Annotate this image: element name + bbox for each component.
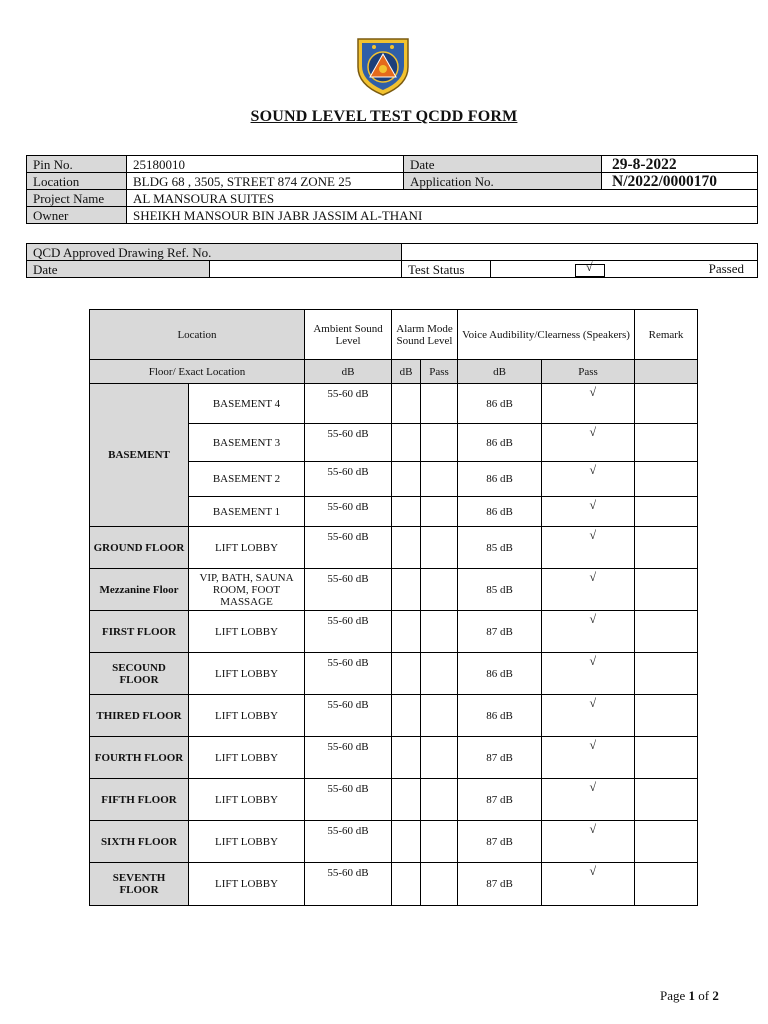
test-status-label: Test Status	[402, 261, 491, 278]
voice-db-header: dB	[458, 360, 542, 384]
row-voice-db: 86 dB	[458, 497, 542, 527]
row-ambient: 55-60 dB	[305, 821, 392, 863]
check-icon: √	[589, 385, 597, 399]
status-checkbox	[575, 259, 605, 277]
date-value: 29-8-2022	[602, 156, 758, 173]
project-value: AL MANSOURA SUITES	[127, 190, 758, 207]
row-alarm-db	[392, 611, 421, 653]
row-ambient: 55-60 dB	[305, 653, 392, 695]
check-icon: √	[589, 654, 597, 668]
row-voice-pass	[542, 611, 635, 653]
status-checkmark: √	[586, 259, 593, 274]
remark-header: Remark	[635, 310, 698, 360]
row-alarm-db	[392, 653, 421, 695]
qcd-date-value	[210, 261, 402, 278]
row-voice-pass	[542, 384, 635, 424]
row-location: BASEMENT 4	[189, 384, 305, 424]
project-info-table	[26, 155, 758, 224]
row-alarm-db	[392, 737, 421, 779]
row-location: LIFT LOBBY	[189, 821, 305, 863]
date-label: Date	[404, 156, 602, 173]
alarm-header: Alarm Mode Sound Level	[392, 310, 458, 360]
row-remark	[635, 569, 698, 611]
check-icon: √	[589, 696, 597, 710]
row-ambient: 55-60 dB	[305, 611, 392, 653]
voice-pass-header: Pass	[542, 360, 635, 384]
row-alarm-db	[392, 863, 421, 906]
row-voice-db: 86 dB	[458, 462, 542, 497]
row-location: LIFT LOBBY	[189, 737, 305, 779]
row-ambient: 55-60 dB	[305, 695, 392, 737]
location-row	[27, 173, 758, 190]
check-icon: √	[589, 528, 597, 542]
row-alarm-pass	[421, 821, 458, 863]
table-row	[90, 653, 698, 695]
row-location: LIFT LOBBY	[189, 653, 305, 695]
owner-value: SHEIKH MANSOUR BIN JABR JASSIM AL-THANI	[127, 207, 758, 224]
table-row	[90, 779, 698, 821]
row-alarm-db	[392, 527, 421, 569]
pin-row	[27, 156, 758, 173]
alarm-db-header: dB	[392, 360, 421, 384]
test-status-text: Passed	[708, 261, 744, 276]
row-alarm-pass	[421, 527, 458, 569]
remark-subheader	[635, 360, 698, 384]
application-label: Application No.	[404, 173, 602, 190]
row-voice-pass	[542, 569, 635, 611]
owner-row	[27, 207, 758, 224]
row-voice-db: 86 dB	[458, 384, 542, 424]
sound-level-table	[89, 309, 698, 906]
check-icon: √	[589, 780, 597, 794]
row-voice-db: 86 dB	[458, 695, 542, 737]
check-icon: √	[589, 612, 597, 626]
row-location: VIP, BATH, SAUNA ROOM, FOOT MASSAGE	[189, 569, 305, 611]
row-alarm-db	[392, 424, 421, 462]
row-alarm-db	[392, 779, 421, 821]
row-alarm-db	[392, 569, 421, 611]
row-remark	[635, 779, 698, 821]
row-floor: SECOUND FLOOR	[90, 653, 189, 695]
row-location: LIFT LOBBY	[189, 779, 305, 821]
table-row	[90, 527, 698, 569]
row-voice-db: 87 dB	[458, 611, 542, 653]
row-alarm-pass	[421, 462, 458, 497]
row-alarm-pass	[421, 569, 458, 611]
basement-group-label: BASEMENT	[90, 384, 189, 527]
row-floor: FIRST FLOOR	[90, 611, 189, 653]
ambient-db-header: dB	[305, 360, 392, 384]
row-floor: THIRED FLOOR	[90, 695, 189, 737]
page-number	[660, 988, 719, 1004]
project-row	[27, 190, 758, 207]
row-floor: FOURTH FLOOR	[90, 737, 189, 779]
table-row	[90, 611, 698, 653]
row-voice-db: 86 dB	[458, 653, 542, 695]
alarm-pass-header: Pass	[421, 360, 458, 384]
row-remark	[635, 821, 698, 863]
page-current: 1	[688, 988, 696, 1003]
table-row	[90, 737, 698, 779]
row-ambient: 55-60 dB	[305, 384, 392, 424]
row-remark	[635, 863, 698, 906]
voice-header: Voice Audibility/Clearness (Speakers)	[458, 310, 635, 360]
check-icon: √	[589, 570, 597, 584]
row-voice-pass	[542, 462, 635, 497]
row-voice-pass	[542, 737, 635, 779]
row-alarm-pass	[421, 695, 458, 737]
row-alarm-pass	[421, 653, 458, 695]
row-voice-pass	[542, 821, 635, 863]
row-floor: Mezzanine Floor	[90, 569, 189, 611]
row-voice-db: 87 dB	[458, 863, 542, 906]
row-floor: SIXTH FLOOR	[90, 821, 189, 863]
row-ambient: 55-60 dB	[305, 779, 392, 821]
check-icon: √	[589, 822, 597, 836]
pin-label: Pin No.	[27, 156, 127, 173]
row-alarm-db	[392, 462, 421, 497]
row-ambient: 55-60 dB	[305, 569, 392, 611]
row-voice-pass	[542, 695, 635, 737]
row-location: BASEMENT 3	[189, 424, 305, 462]
row-ambient: 55-60 dB	[305, 424, 392, 462]
row-remark	[635, 384, 698, 424]
table-row	[90, 821, 698, 863]
row-voice-db: 87 dB	[458, 779, 542, 821]
row-remark	[635, 653, 698, 695]
page-of: of	[698, 988, 710, 1003]
row-remark	[635, 611, 698, 653]
table-row	[90, 863, 698, 906]
row-remark	[635, 462, 698, 497]
row-voice-pass	[542, 527, 635, 569]
location-label: Location	[27, 173, 127, 190]
row-voice-pass	[542, 653, 635, 695]
row-ambient: 55-60 dB	[305, 497, 392, 527]
floor-exact-header: Floor/ Exact Location	[90, 360, 305, 384]
location-value: BLDG 68 , 3505, STREET 874 ZONE 25	[127, 173, 404, 190]
civil-defense-emblem-icon	[354, 33, 412, 97]
row-alarm-db	[392, 384, 421, 424]
row-location: LIFT LOBBY	[189, 611, 305, 653]
drawing-row	[27, 244, 758, 261]
row-voice-pass	[542, 497, 635, 527]
row-voice-pass	[542, 779, 635, 821]
row-remark	[635, 737, 698, 779]
page-total: 2	[712, 988, 719, 1003]
row-voice-pass	[542, 863, 635, 906]
ambient-header: Ambient Sound Level	[305, 310, 392, 360]
row-alarm-pass	[421, 497, 458, 527]
row-remark	[635, 424, 698, 462]
table-subheader-row	[90, 360, 698, 384]
drawing-ref-label: QCD Approved Drawing Ref. No.	[27, 244, 402, 261]
row-alarm-pass	[421, 384, 458, 424]
row-alarm-pass	[421, 737, 458, 779]
check-icon: √	[589, 738, 597, 752]
table-header-row	[90, 310, 698, 360]
owner-label: Owner	[27, 207, 127, 224]
test-status-value	[491, 261, 758, 278]
row-alarm-db	[392, 821, 421, 863]
row-ambient: 55-60 dB	[305, 737, 392, 779]
row-ambient: 55-60 dB	[305, 863, 392, 906]
check-icon: √	[589, 425, 597, 439]
row-ambient: 55-60 dB	[305, 462, 392, 497]
qcd-date-label: Date	[27, 261, 210, 278]
row-location: LIFT LOBBY	[189, 527, 305, 569]
row-remark	[635, 527, 698, 569]
row-alarm-pass	[421, 863, 458, 906]
row-location: LIFT LOBBY	[189, 695, 305, 737]
row-floor: FIFTH FLOOR	[90, 779, 189, 821]
table-row	[90, 695, 698, 737]
table-row	[90, 384, 698, 424]
row-remark	[635, 695, 698, 737]
status-row	[27, 261, 758, 278]
page-prefix: Page	[660, 988, 686, 1003]
table-row	[90, 569, 698, 611]
row-location: BASEMENT 2	[189, 462, 305, 497]
qcd-approval-table	[26, 243, 758, 278]
row-voice-db: 87 dB	[458, 737, 542, 779]
row-alarm-pass	[421, 611, 458, 653]
row-voice-db: 86 dB	[458, 424, 542, 462]
row-alarm-db	[392, 695, 421, 737]
row-alarm-db	[392, 497, 421, 527]
drawing-ref-value	[402, 244, 758, 261]
location-header: Location	[90, 310, 305, 360]
project-label: Project Name	[27, 190, 127, 207]
check-icon: √	[589, 498, 597, 512]
application-value: N/2022/0000170	[602, 173, 758, 190]
row-alarm-pass	[421, 424, 458, 462]
row-remark	[635, 497, 698, 527]
row-voice-db: 87 dB	[458, 821, 542, 863]
row-ambient: 55-60 dB	[305, 527, 392, 569]
check-icon: √	[589, 864, 597, 878]
row-floor: GROUND FLOOR	[90, 527, 189, 569]
row-voice-db: 85 dB	[458, 527, 542, 569]
row-location: LIFT LOBBY	[189, 863, 305, 906]
row-location: BASEMENT 1	[189, 497, 305, 527]
check-icon: √	[589, 463, 597, 477]
row-alarm-pass	[421, 779, 458, 821]
form-title: SOUND LEVEL TEST QCDD FORM	[250, 108, 518, 125]
row-voice-db: 85 dB	[458, 569, 542, 611]
row-voice-pass	[542, 424, 635, 462]
pin-value: 25180010	[127, 156, 404, 173]
row-floor: SEVENTH FLOOR	[90, 863, 189, 906]
